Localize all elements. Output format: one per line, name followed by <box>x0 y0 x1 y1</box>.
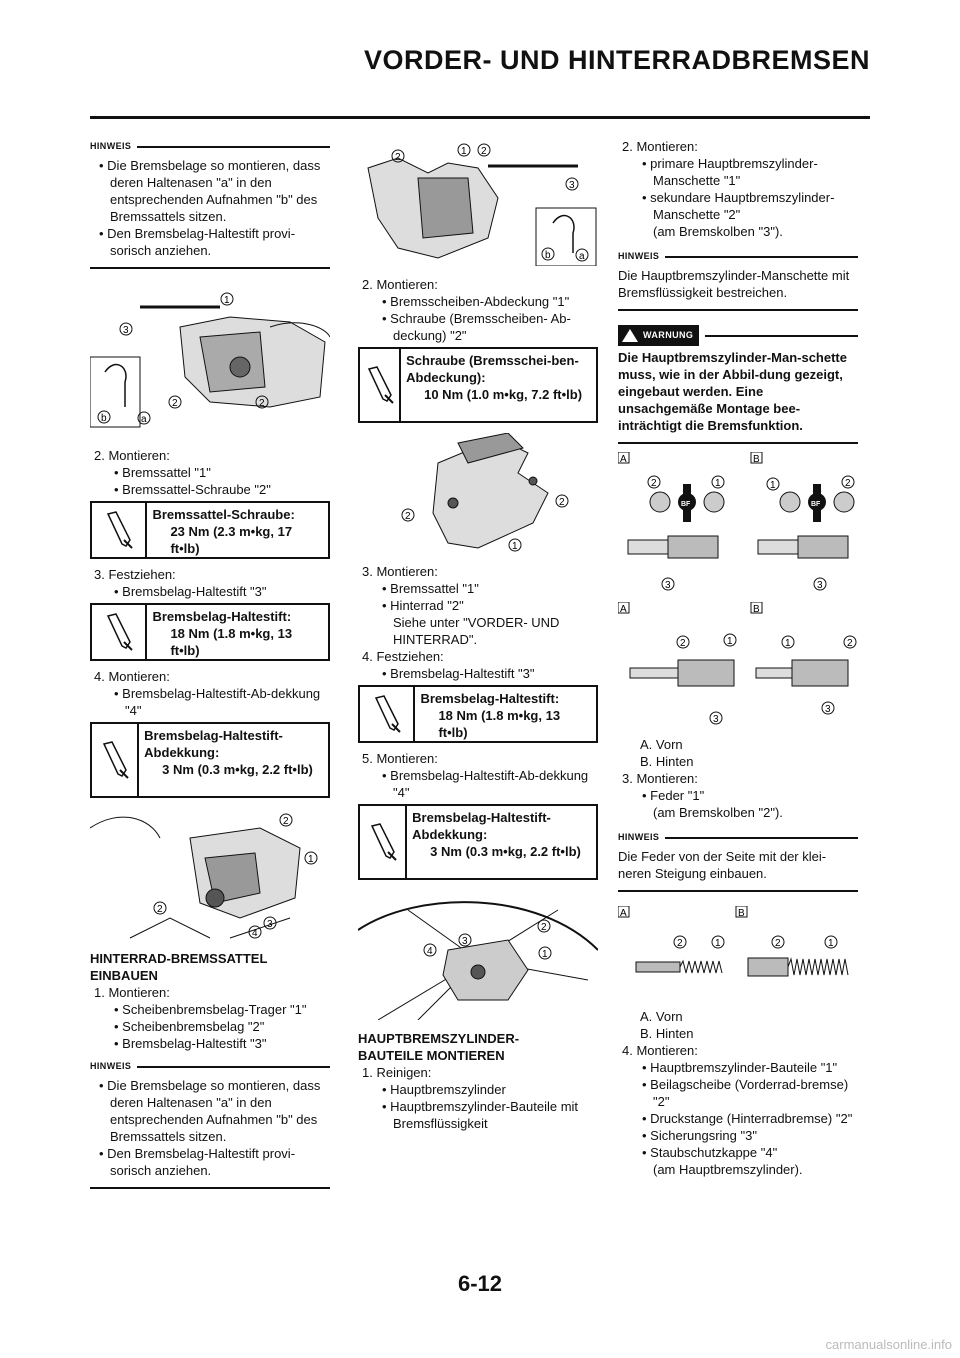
bullet-item: • Den Bremsbelag-Haltestift provi-sorisch anziehen. <box>99 1146 296 1178</box>
note-box <box>618 248 858 311</box>
reference-text: (am Hauptbremszylinder). <box>653 1162 803 1177</box>
warning-icon <box>622 329 638 342</box>
note-box <box>90 138 330 269</box>
figure-pad-install <box>358 138 598 266</box>
bullet-item: • Bremssattel-Schraube "2" <box>114 482 271 497</box>
torque-spec-box <box>358 347 598 423</box>
torque-name: Bremssattel-Schraube: <box>152 507 295 522</box>
step-title: 1. Reinigen: <box>362 1065 432 1080</box>
note-text: Die Feder von der Seite mit der klei-neren Steigung einbauen. <box>618 849 827 881</box>
svg-text:4: 4 <box>252 928 258 939</box>
column-1 <box>90 138 330 1195</box>
torque-name: Schraube (Bremsschei-ben- Abdeckung): <box>406 353 579 385</box>
bullet-item: • Beilagscheibe (Vorderrad-bremse) "2" <box>642 1077 849 1109</box>
svg-text:2: 2 <box>680 638 686 649</box>
torque-wrench-icon <box>92 503 147 557</box>
section-heading: HAUPTBREMSZYLINDER-BAUTEILE MONTIEREN <box>358 1031 520 1063</box>
svg-text:4: 4 <box>427 946 433 957</box>
svg-text:B: B <box>753 604 760 615</box>
callout-label: 3 <box>123 325 129 336</box>
svg-text:1: 1 <box>828 938 834 949</box>
page-number: 6-12 <box>457 1271 503 1296</box>
legend-item: B. Hinten <box>640 1026 694 1041</box>
bullet-item: • Bremsbelag-Haltestift-Ab-dekkung "4" <box>382 768 589 800</box>
svg-text:2: 2 <box>845 478 851 489</box>
bullet-item: • Bremsbelag-Haltestift-Ab-dekkung "4" <box>114 686 321 718</box>
step-title: 4. Montieren: <box>94 669 170 684</box>
svg-text:1: 1 <box>770 480 776 491</box>
callout-label: b <box>101 413 107 424</box>
column-2 <box>358 138 598 1132</box>
svg-text:3: 3 <box>267 919 273 930</box>
svg-text:3: 3 <box>569 180 575 191</box>
reference-text: (am Bremskolben "2"). <box>653 805 783 820</box>
bullet-item: • Die Bremsbelage so montieren, dass deren Haltenasen "a" in den entsprechenden Aufnahmen "b" des Bremssattels sitzen. <box>99 158 321 224</box>
figure-rear-caliper <box>90 808 330 940</box>
bullet-item: • Bremssattel "1" <box>114 465 211 480</box>
bullet-item: • Staubschutzkappe "4" <box>642 1145 778 1160</box>
svg-text:1: 1 <box>727 636 733 647</box>
bullet-item: • Bremssattel "1" <box>382 581 479 596</box>
svg-text:a: a <box>579 251 585 262</box>
bullet-item: • Sicherungsring "3" <box>642 1128 757 1143</box>
svg-text:2: 2 <box>651 478 657 489</box>
note-label: HINWEIS <box>90 141 132 151</box>
svg-text:BF: BF <box>681 501 691 508</box>
figure-caliper-pads <box>90 287 330 437</box>
warning-label: WARNUNG <box>643 330 694 340</box>
figure-spring <box>618 906 858 998</box>
note-label: HINWEIS <box>618 251 660 261</box>
figure-disc-cover <box>358 433 598 553</box>
bullet-item: • Hauptbremszylinder <box>382 1082 506 1097</box>
step-title: 2. Montieren: <box>362 277 438 292</box>
step-title: 2. Montieren: <box>94 448 170 463</box>
torque-value: 23 Nm (2.3 m•kg, 17 ft•lb) <box>170 524 293 556</box>
svg-text:2: 2 <box>775 938 781 949</box>
step-title: 3. Montieren: <box>622 771 698 786</box>
bullet-item: • Hauptbremszylinder-Bauteile "1" <box>642 1060 838 1075</box>
note-box <box>618 829 858 892</box>
svg-text:A: A <box>620 604 627 615</box>
torque-name: Bremsbelag-Haltestift: <box>420 691 560 706</box>
svg-text:3: 3 <box>665 580 671 591</box>
svg-text:2: 2 <box>541 922 547 933</box>
svg-text:1: 1 <box>715 938 721 949</box>
footer-watermark[interactable]: carmanualsonline.info <box>825 1337 952 1352</box>
torque-name: Bremsbelag-Haltestift-Abdekkung: <box>144 728 283 760</box>
column-3 <box>618 138 858 1178</box>
svg-text:B: B <box>753 454 760 465</box>
bullet-item: • Den Bremsbelag-Haltestift provi-sorisch anziehen. <box>99 226 296 258</box>
step-title: 3. Montieren: <box>362 564 438 579</box>
page-title: VORDER- UND HINTERRADBREMSEN <box>363 45 870 75</box>
callout-label: 2 <box>172 398 178 409</box>
note-box <box>90 1058 330 1189</box>
bullet-item: • sekundare Hauptbremszylinder-Manschette "2" <box>642 190 835 222</box>
note-text: Die Hauptbremszylinder-Manschette mit Bremsflüssigkeit bestreichen. <box>618 268 850 300</box>
callout-label: a <box>141 414 147 425</box>
section-heading: HINTERRAD-BREMSSATTEL EINBAUEN <box>90 951 268 983</box>
bullet-item: • Bremsscheiben-Abdeckung "1" <box>382 294 570 309</box>
torque-wrench-icon <box>360 687 415 741</box>
torque-spec-box <box>358 685 598 743</box>
callout-label: 1 <box>224 295 230 306</box>
bullet-item: • Bremsbelag-Haltestift "3" <box>114 584 267 599</box>
callout-label: 2 <box>259 398 265 409</box>
svg-text:BF: BF <box>811 501 821 508</box>
note-label: HINWEIS <box>618 832 660 842</box>
svg-text:b: b <box>545 250 551 261</box>
svg-text:1: 1 <box>308 854 314 865</box>
warning-text: Die Hauptbremszylinder-Man-schette muss, wie in der Abbil-dung gezeigt, eingebaut werden. Eine unsachgemäße Montage bee-inträchtigt die Bremsfunktion. <box>618 349 858 444</box>
bullet-item: • Die Bremsbelage so montieren, dass deren Haltenasen "a" in den entsprechenden Aufnahmen "b" des Bremssattels sitzen. <box>99 1078 321 1144</box>
svg-text:2: 2 <box>847 638 853 649</box>
figure-piston-assy <box>618 602 858 726</box>
svg-text:2: 2 <box>283 816 289 827</box>
torque-value: 3 Nm (0.3 m•kg, 2.2 ft•lb) <box>430 844 581 859</box>
svg-text:3: 3 <box>817 580 823 591</box>
svg-text:A: A <box>620 454 627 465</box>
bullet-item: • Scheibenbremsbelag-Trager "1" <box>114 1002 307 1017</box>
legend-item: A. Vorn <box>640 1009 683 1024</box>
bullet-item: • Hauptbremszylinder-Bauteile mit Bremsflüssigkeit <box>382 1099 579 1131</box>
legend-item: B. Hinten <box>640 754 694 769</box>
reference-text: (am Bremskolben "3"). <box>653 224 783 239</box>
svg-text:1: 1 <box>512 541 518 552</box>
svg-text:1: 1 <box>461 146 467 157</box>
torque-value: 3 Nm (0.3 m•kg, 2.2 ft•lb) <box>162 762 313 777</box>
torque-wrench-icon <box>360 806 407 878</box>
svg-text:3: 3 <box>825 704 831 715</box>
bullet-item: • Bremsbelag-Haltestift "3" <box>382 666 535 681</box>
torque-spec-box <box>90 722 330 798</box>
bullet-item: • Feder "1" <box>642 788 705 803</box>
step-title: 5. Montieren: <box>362 751 438 766</box>
step-title: 4. Festziehen: <box>362 649 444 664</box>
svg-text:1: 1 <box>542 949 548 960</box>
torque-value: 18 Nm (1.8 m•kg, 13 ft•lb) <box>438 708 561 740</box>
step-title: 2. Montieren: <box>622 139 698 154</box>
svg-text:2: 2 <box>677 938 683 949</box>
torque-value: 18 Nm (1.8 m•kg, 13 ft•lb) <box>170 626 293 658</box>
svg-text:B: B <box>738 908 745 919</box>
bullet-item: • Scheibenbremsbelag "2" <box>114 1019 265 1034</box>
bullet-item: • Druckstange (Hinterradbremse) "2" <box>642 1111 853 1126</box>
svg-text:2: 2 <box>559 497 565 508</box>
svg-text:2: 2 <box>405 511 411 522</box>
svg-text:3: 3 <box>713 714 719 725</box>
torque-spec-box <box>90 603 330 661</box>
step-title: 3. Festziehen: <box>94 567 176 582</box>
svg-text:1: 1 <box>715 478 721 489</box>
torque-wrench-icon <box>92 605 147 659</box>
reference-text: Siehe unter "VORDER- UND HINTERRAD". <box>393 615 560 647</box>
torque-wrench-icon <box>360 349 401 421</box>
figure-wheel-caliper <box>358 890 598 1020</box>
torque-wrench-icon <box>92 724 139 796</box>
title-rule <box>90 116 870 119</box>
bullet-item: • Hinterrad "2" <box>382 598 464 613</box>
svg-text:1: 1 <box>785 638 791 649</box>
torque-spec-box <box>90 501 330 559</box>
figure-cup-seals <box>618 452 858 592</box>
bullet-item: • Schraube (Bremsscheiben- Ab-deckung) "2" <box>382 311 571 343</box>
torque-name: Bremsbelag-Haltestift: <box>152 609 292 624</box>
svg-text:A: A <box>620 908 627 919</box>
torque-value: 10 Nm (1.0 m•kg, 7.2 ft•lb) <box>424 387 583 402</box>
svg-text:2: 2 <box>481 146 487 157</box>
svg-text:2: 2 <box>395 152 401 163</box>
svg-text:3: 3 <box>462 936 468 947</box>
step-title: 4. Montieren: <box>622 1043 698 1058</box>
svg-text:2: 2 <box>157 904 163 915</box>
bullet-item: • primare Hauptbremszylinder-Manschette "1" <box>642 156 818 188</box>
legend-item: A. Vorn <box>640 737 683 752</box>
torque-spec-box <box>358 804 598 880</box>
warning-header <box>618 325 858 346</box>
bullet-item: • Bremsbelag-Haltestift "3" <box>114 1036 267 1051</box>
step-title: 1. Montieren: <box>94 985 170 1000</box>
torque-name: Bremsbelag-Haltestift-Abdekkung: <box>412 810 551 842</box>
note-label: HINWEIS <box>90 1061 132 1071</box>
